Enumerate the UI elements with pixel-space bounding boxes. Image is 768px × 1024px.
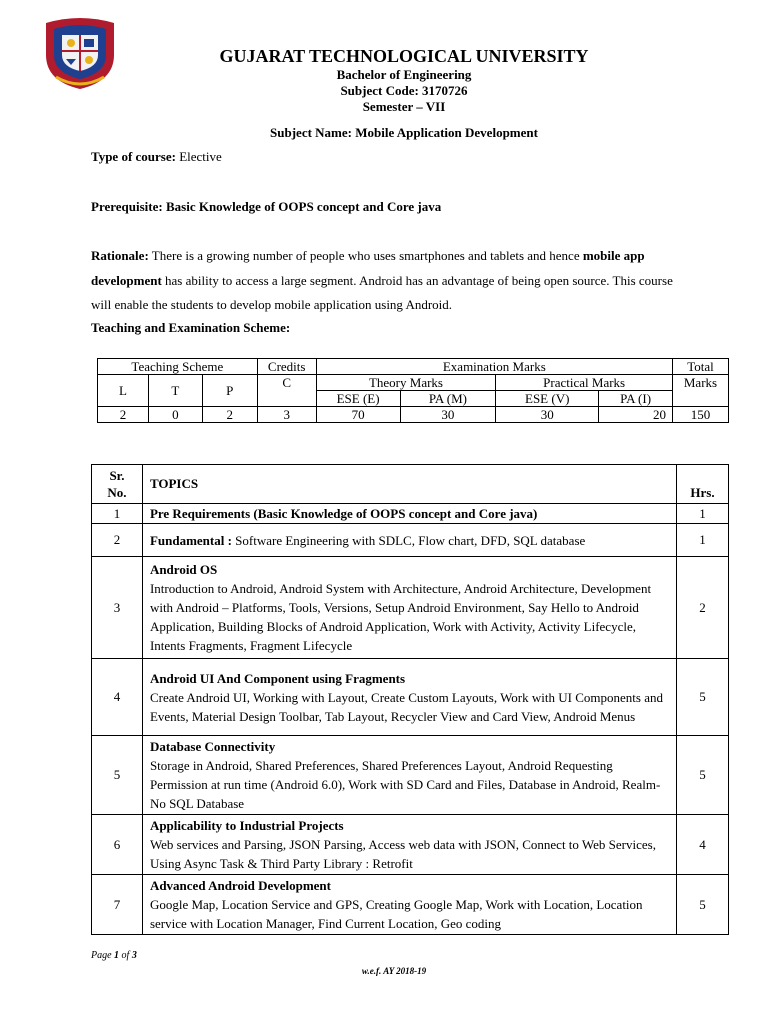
page-number: 1 xyxy=(114,950,120,961)
table-row xyxy=(92,815,729,875)
sr-no-header xyxy=(92,465,143,504)
row-number: 5 xyxy=(92,736,143,815)
course-type xyxy=(91,149,222,165)
pa-m-header: PA (M) xyxy=(400,391,496,407)
row-title: Database Connectivity xyxy=(149,739,276,754)
row-content xyxy=(142,815,676,875)
scheme-heading: Teaching and Examination Scheme: xyxy=(91,320,291,335)
row-hours: 5 xyxy=(677,875,729,935)
page-indicator xyxy=(91,950,137,961)
practical-marks-header: Practical Marks xyxy=(496,375,673,391)
row-number: 7 xyxy=(92,875,143,935)
hrs-header: Hrs. xyxy=(677,465,729,504)
pa-i-header: PA (I) xyxy=(599,391,673,407)
row-title: Advanced Android Development xyxy=(149,878,331,893)
row-desc: Web services and Parsing, JSON Parsing, Access web data with JSON, Connect to Web Services, Using Async Task & Third Party Library : Retrofit xyxy=(149,837,656,871)
course-type-label: Type of course: xyxy=(91,149,176,164)
row-number: 3 xyxy=(92,557,143,659)
row-hours: 5 xyxy=(677,659,729,736)
scheme-value: 20 xyxy=(599,407,673,423)
rationale-text-1: There is a growing number of people who uses smartphones and tablets and hence xyxy=(151,248,580,263)
credits-header: Credits xyxy=(257,359,316,375)
row-hours: 1 xyxy=(677,504,729,524)
row-desc: Create Android UI, Working with Layout, Create Custom Layouts, Work with UI Components and Events, Material Design Toolbar, Tab Layout, Recycler View and Card View, Android Menus xyxy=(149,689,663,724)
row-title: Pre Requirements (Basic Knowledge of OOPS concept and Core java) xyxy=(142,504,676,524)
row-hours: 5 xyxy=(677,736,729,815)
row-number: 6 xyxy=(92,815,143,875)
row-content xyxy=(142,557,676,659)
row-desc: Introduction to Android, Android System with Architecture, Android Architecture, Development with Android – Platforms, Tools, Versions, Setup Android Environment, Say Hello to Android Application, Building Blocks of Android Application, Work with Activity, Activity Lifecycle, Intents Fragments, Fragment Lifecycle xyxy=(149,581,652,653)
total-header: Total xyxy=(672,359,728,375)
page-total: 3 xyxy=(131,950,137,961)
wef-note: w.e.f. AY 2018-19 xyxy=(361,966,427,976)
p-header: P xyxy=(202,375,257,407)
row-hours: 2 xyxy=(677,557,729,659)
t-header: T xyxy=(148,375,202,407)
marks-header: Marks xyxy=(672,375,728,407)
row-title: Applicability to Industrial Projects xyxy=(149,818,344,833)
rationale-text-2: has ability to access a large segment. Android has an advantage of being open source. This course will enable the students to develop mobile application using Android. xyxy=(91,272,673,312)
row-desc: Storage in Android, Shared Preferences, Shared Preferences Layout, Android Requesting Permission at run time (Android 6.0), Work with SD Card and Files, Database in Android, Realm-No SQL Database xyxy=(149,758,661,811)
row-desc: Google Map, Location Service and GPS, Creating Google Map, Work with Location, Location service with Location Manager, Find Current Location, Geo coding xyxy=(149,897,643,931)
scheme-value: 3 xyxy=(257,407,316,423)
row-content xyxy=(142,659,676,736)
prerequisite: Prerequisite: Basic Knowledge of OOPS concept and Core java xyxy=(91,199,442,214)
topics-table xyxy=(91,464,729,935)
scheme-value: 2 xyxy=(202,407,257,423)
table-row xyxy=(92,736,729,815)
rationale-label: Rationale: xyxy=(91,248,149,263)
row-desc: Software Engineering with SDLC, Flow chart, DFD, SQL database xyxy=(235,532,586,548)
teaching-scheme-header: Teaching Scheme xyxy=(98,359,258,375)
scheme-value: 2 xyxy=(98,407,149,423)
ese-e-header: ESE (E) xyxy=(316,391,400,407)
table-row xyxy=(92,524,729,557)
table-row xyxy=(92,659,729,736)
table-row xyxy=(92,557,729,659)
scheme-value: 0 xyxy=(148,407,202,423)
sr-label: Sr. xyxy=(109,468,125,483)
subject-name: Subject Name: Mobile Application Development xyxy=(270,125,538,140)
row-number: 1 xyxy=(92,504,143,524)
row-hours: 1 xyxy=(677,524,729,557)
degree: Bachelor of Engineering xyxy=(336,67,472,82)
page-of: of xyxy=(121,950,130,961)
subject-code: Subject Code: 3170726 xyxy=(340,83,468,98)
rationale-bold: mobile app development xyxy=(91,248,645,288)
semester: Semester – VII xyxy=(362,99,446,114)
row-title: Fundamental : xyxy=(149,532,232,548)
row-title: Android OS xyxy=(149,562,218,577)
table-row xyxy=(92,504,729,524)
row-number: 2 xyxy=(92,524,143,557)
row-content xyxy=(142,524,676,557)
page-prefix: Page xyxy=(91,950,112,961)
row-hours: 4 xyxy=(677,815,729,875)
rationale-paragraph xyxy=(91,244,691,318)
exam-marks-header: Examination Marks xyxy=(316,359,672,375)
row-content xyxy=(142,736,676,815)
scheme-values-row xyxy=(98,407,729,423)
row-title: Android UI And Component using Fragments xyxy=(149,670,406,686)
scheme-value: 150 xyxy=(672,407,728,423)
l-header: L xyxy=(98,375,149,407)
table-row xyxy=(92,875,729,935)
university-name: GUJARAT TECHNOLOGICAL UNIVERSITY xyxy=(219,46,589,66)
course-type-value: Elective xyxy=(179,149,222,164)
scheme-value: 30 xyxy=(400,407,496,423)
row-number: 4 xyxy=(92,659,143,736)
row-content xyxy=(142,875,676,935)
ese-v-header: ESE (V) xyxy=(496,391,599,407)
theory-marks-header: Theory Marks xyxy=(316,375,496,391)
scheme-value: 30 xyxy=(496,407,599,423)
c-header: C xyxy=(257,375,316,407)
topics-header: TOPICS xyxy=(142,465,676,504)
scheme-value: 70 xyxy=(316,407,400,423)
scheme-table xyxy=(97,358,729,423)
no-label: No. xyxy=(107,485,127,500)
